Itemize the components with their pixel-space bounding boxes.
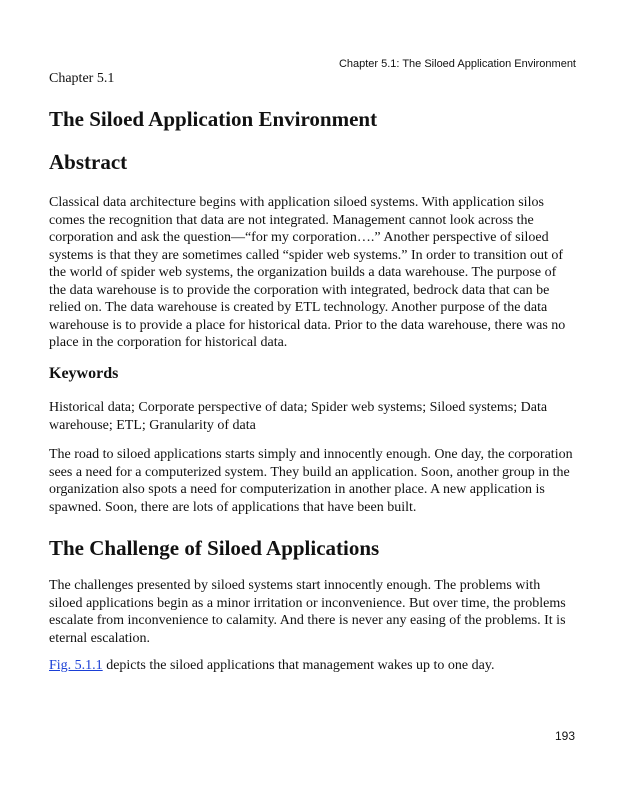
chapter-title: The Siloed Application Environment: [49, 107, 378, 131]
challenges-paragraph: The challenges presented by siloed systems start innocently enough. The problems with siloed applications begin as a minor irritation or inconvenience. But over time, the problems escalate from inconvenience to calamity. And there is never any easing of the problems. It is eternal escalation.: [49, 578, 566, 646]
chapter-label: Chapter 5.1: [49, 71, 115, 86]
abstract-paragraph: Classical data architecture begins with application siloed systems. With application silos comes the recognition that data are not integrated. Management cannot look across the corporation and ask the question—“for my corporation….” Another perspective of siloed systems is that they are sometimes called “spider web systems.” In order to transition out of the world of spider web systems, the organization builds a data warehouse. The purpose of the data warehouse is to provide the corporation with integrated, bedrock data that can be relied on. The data warehouse is created by ETL technology. Another purpose of the data warehouse is to provide a place for historical data. Prior to the data warehouse, there was no place in the corporation for historical data.: [49, 195, 566, 350]
figure-reference-text: depicts the siloed applications that management wakes up to one day.: [102, 658, 495, 673]
abstract-heading: Abstract: [49, 150, 128, 174]
page-number: 193: [554, 729, 575, 743]
running-header: Chapter 5.1: The Siloed Application Environment: [338, 58, 576, 70]
figure-reference-paragraph: [49, 657, 574, 675]
figure-link[interactable]: Fig. 5.1.1: [49, 658, 103, 673]
section-heading: The Challenge of Siloed Applications: [49, 536, 380, 560]
keywords-paragraph: Historical data; Corporate perspective of data; Spider web systems; Siloed systems; Data warehouse; ETL; Granularity of data: [49, 400, 548, 433]
intro-paragraph: The road to siloed applications starts simply and innocently enough. One day, the corporation sees a need for a computerized system. They build an application. Soon, another group in the organization also spots a need for computerization in another place. A new application is spawned. Soon, there are lots of applications that have been built.: [49, 447, 573, 515]
keywords-heading: Keywords: [49, 365, 119, 382]
